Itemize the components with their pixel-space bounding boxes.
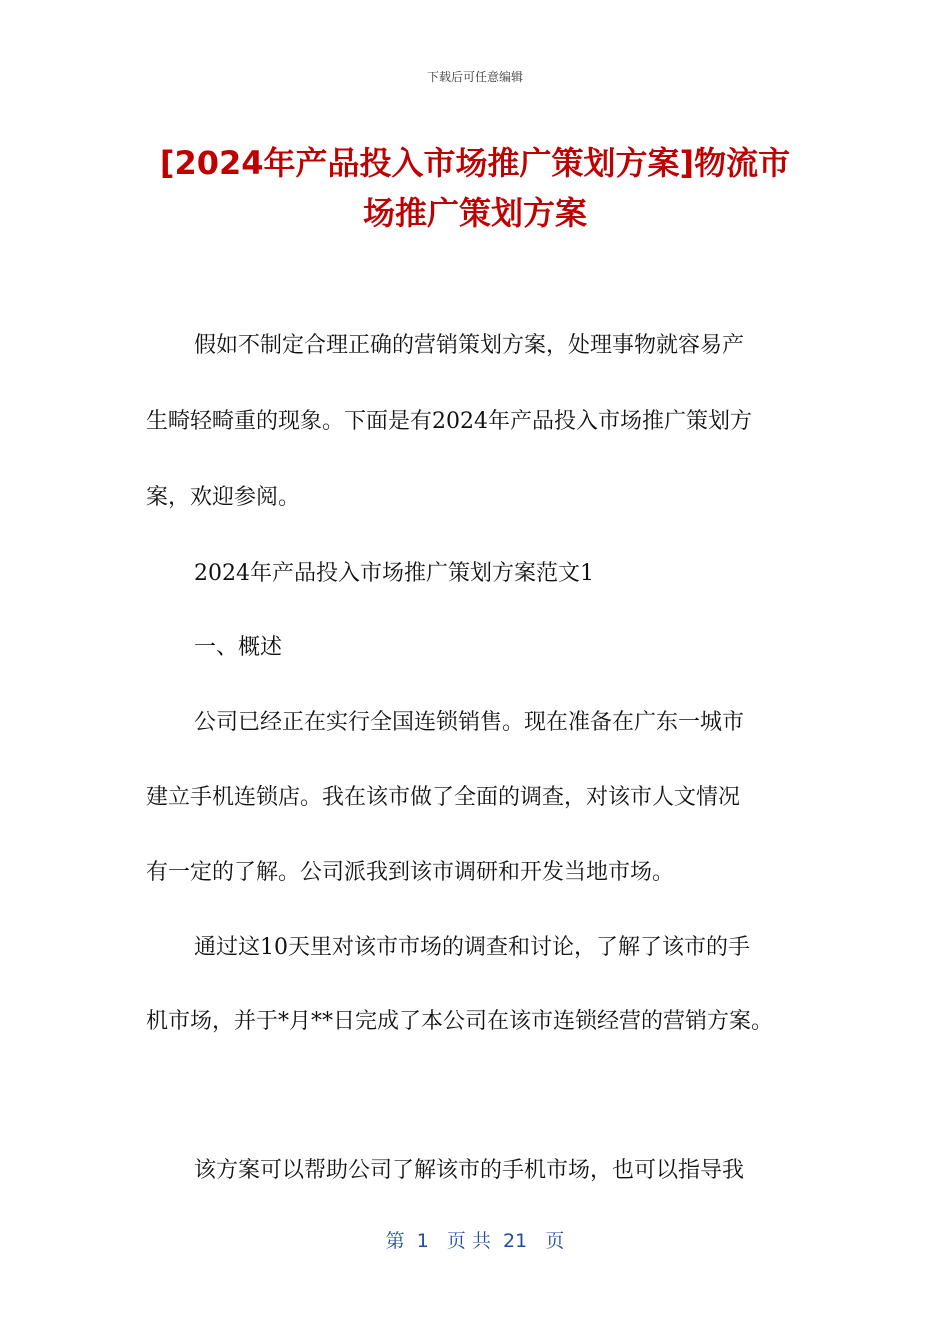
body-line-2: 生畸轻畸重的现象。下面是有2024年产品投入市场推广策划方: [146, 409, 752, 434]
body-line-7: 建立手机连锁店。我在该市做了全面的调查，对该市人文情况: [146, 785, 741, 810]
body-line-8: 有一定的了解。公司派我到该市调研和开发当地市场。: [146, 860, 675, 885]
body-line-1: 假如不制定合理正确的营销策划方案，处理事物就容易产: [194, 333, 745, 358]
title-line-1: [2024年产品投入市场推广策划方案]物流市: [159, 144, 791, 182]
body-line-3: 案，欢迎参阅。: [146, 485, 301, 510]
body-line-10: 机市场，并于*月**日完成了本公司在该市连锁经营的营销方案。: [146, 1009, 774, 1034]
section-heading-overview: 一、概述: [194, 635, 283, 660]
page-number-footer: 第 1 页 共 21 页: [385, 1230, 565, 1252]
body-line-11: 该方案可以帮助公司了解该市的手机市场，也可以指导我: [194, 1158, 745, 1183]
section-heading-sample: 2024年产品投入市场推广策划方案范文1: [194, 561, 594, 586]
document-title: [100, 138, 850, 238]
body-line-6: 公司已经正在实行全国连锁销售。现在准备在广东一城市: [194, 710, 745, 735]
title-line-2: 场推广策划方案: [362, 194, 587, 232]
body-line-9: 通过这10天里对该市市场的调查和讨论，了解了该市的手: [194, 935, 750, 960]
header-note: 下载后可任意编辑: [426, 70, 523, 84]
